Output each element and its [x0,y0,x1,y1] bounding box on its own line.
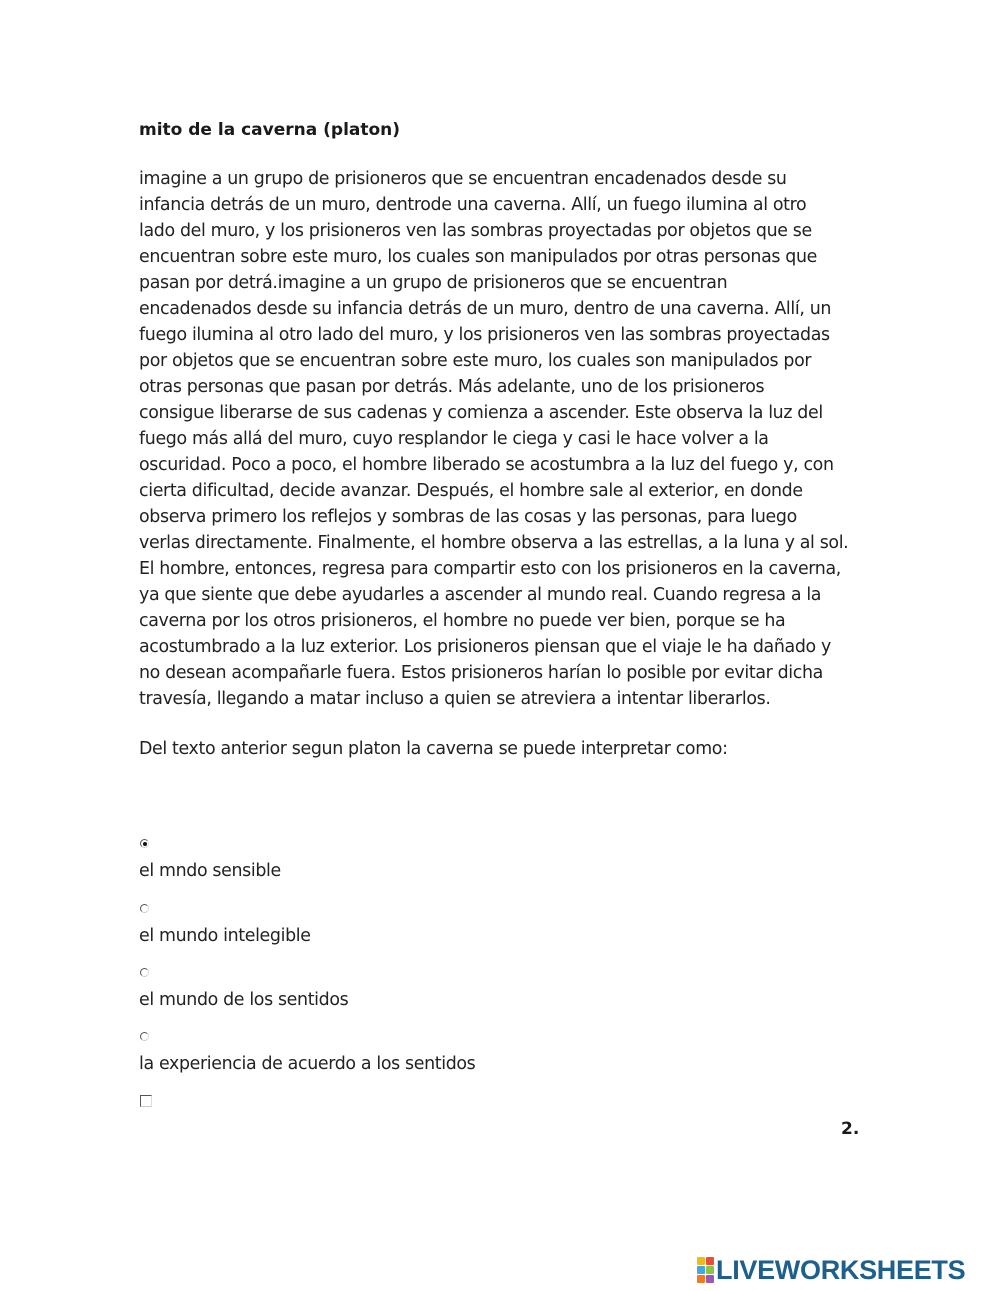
worksheet-title: mito de la caverna (platon) [139,120,401,140]
passage-line: otras personas que pasan por detrás. Más adelante, uno de los prisioneros [139,377,765,397]
passage-line: caverna por los otros prisioneros, el hombre no puede ver bien, porque se ha [139,611,786,631]
passage-line: encadenados desde su infancia detrás de un muro, dentro de una caverna. Allí, un [139,299,832,319]
option-radio-3[interactable] [140,968,149,977]
passage-line: encuentran sobre este muro, los cuales son manipulados por otras personas que [139,247,817,267]
liveworksheets-logo [697,1256,965,1284]
answer-checkbox[interactable] [140,1095,152,1107]
logo-mark-square [697,1266,705,1274]
passage-line: ya que siente que debe ayudarles a ascender al mundo real. Cuando regresa a la [139,585,822,605]
reading-passage [139,166,861,712]
passage-line: imagine a un grupo de prisioneros que se encuentran encadenados desde su [139,169,787,189]
passage-line: El hombre, entonces, regresa para compartir esto con los prisioneros en la caverna, [139,559,841,579]
passage-line: oscuridad. Poco a poco, el hombre liberado se acostumbra a la luz del fuego y, con [139,455,834,475]
logo-mark-square [697,1275,705,1283]
passage-line: pasan por detrá.imagine a un grupo de prisioneros que se encuentran [139,273,728,293]
passage-line: verlas directamente. Finalmente, el hombre observa a las estrellas, a la luna y al sol. [139,533,849,553]
passage-line: travesía, llegando a matar incluso a quien se atreviera a intentar liberarlos. [139,689,771,709]
option-label-1: el mndo sensible [139,861,281,881]
passage-line: por objetos que se encuentran sobre este muro, los cuales son manipulados por [139,351,812,371]
logo-mark-square [706,1275,714,1283]
option-radio-1[interactable] [140,839,149,848]
logo-mark-icon [697,1257,714,1283]
passage-line: observa primero los reflejos y sombras de las cosas y las personas, para luego [139,507,797,527]
option-radio-2[interactable] [140,904,149,913]
passage-line: acostumbrado a la luz exterior. Los prisioneros piensan que el viaje le ha dañado y [139,637,831,657]
passage-line: fuego más allá del muro, cuyo resplandor le ciega y casi le hace volver a la [139,429,769,449]
question-number: 2. [841,1119,860,1139]
passage-line: consigue liberarse de sus cadenas y comienza a ascender. Este observa la luz del [139,403,823,423]
question-prompt: Del texto anterior segun platon la caverna se puede interpretar como: [139,739,728,759]
passage-line: lado del muro, y los prisioneros ven las sombras proyectadas por objetos que se [139,221,812,241]
logo-mark-square [697,1257,705,1265]
logo-mark-square [706,1266,714,1274]
passage-line: no desean acompañarle fuera. Estos prisioneros harían lo posible por evitar dicha [139,663,823,683]
passage-line: cierta dificultad, decide avanzar. Después, el hombre sale al exterior, en donde [139,481,803,501]
option-label-3: el mundo de los sentidos [139,990,349,1010]
passage-line: fuego ilumina al otro lado del muro, y los prisioneros ven las sombras proyectadas [139,325,830,345]
option-radio-4[interactable] [140,1032,149,1041]
passage-line: infancia detrás de un muro, dentrode una caverna. Allí, un fuego ilumina al otro [139,195,807,215]
option-label-4: la experiencia de acuerdo a los sentidos [139,1054,476,1074]
logo-text: LIVEWORKSHEETS [716,1255,966,1285]
logo-mark-square [706,1257,714,1265]
option-label-2: el mundo intelegible [139,926,311,946]
